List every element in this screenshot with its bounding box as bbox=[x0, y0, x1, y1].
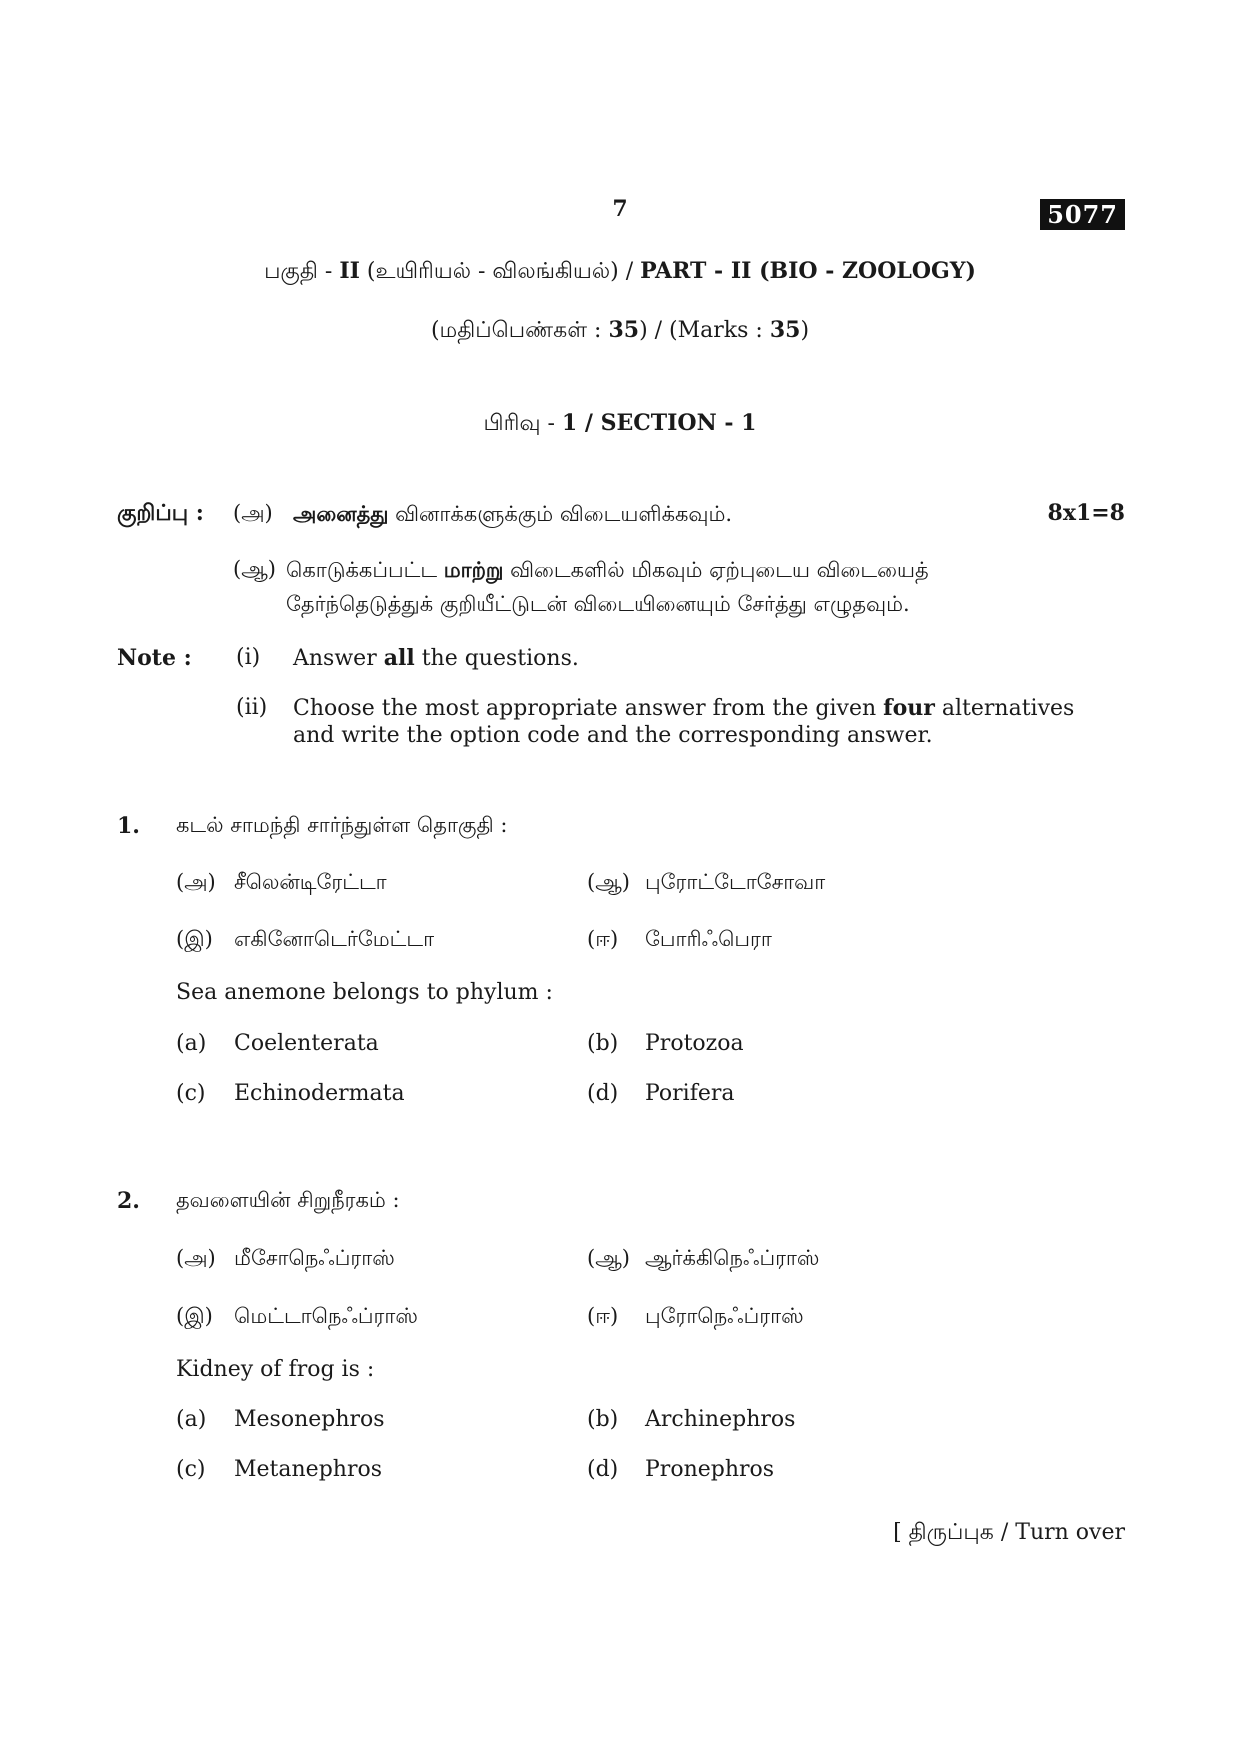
option-text: Protozoa bbox=[645, 1031, 744, 1056]
question-text-ta: தவளையின் சிறுநீரகம் : bbox=[176, 1188, 400, 1212]
section-title-en: / SECTION - 1 bbox=[577, 410, 757, 436]
en-instruction-ii-rest: alternatives bbox=[934, 696, 1075, 721]
en-instruction-ii bbox=[293, 695, 1074, 721]
en-instruction-ii-marker: (ii) bbox=[236, 695, 268, 720]
question-text-en: Kidney of frog is : bbox=[176, 1357, 375, 1382]
option-text: சீலென்டிரேட்டா bbox=[234, 870, 387, 894]
ta-instruction-b-rest: விடைகளில் மிகவும் ஏற்புடைய விடையைத் bbox=[503, 558, 929, 582]
option-marker: (d) bbox=[587, 1081, 619, 1106]
ta-instruction-label bbox=[117, 500, 204, 529]
option-text: போரிஃபெரா bbox=[645, 927, 772, 951]
option-marker: (ஈ) bbox=[587, 1304, 619, 1328]
option-text: ஆர்க்கிநெஃப்ராஸ் bbox=[645, 1246, 820, 1270]
option-text: மீசோநெஃப்ராஸ் bbox=[234, 1246, 395, 1270]
marks-value-en: 35 bbox=[769, 317, 801, 343]
option-marker: (b) bbox=[587, 1407, 619, 1432]
option-marker: (இ) bbox=[176, 927, 213, 951]
question-text-ta: கடல் சாமந்தி சார்ந்துள்ள தொகுதி : bbox=[176, 813, 508, 837]
question-number: 2. bbox=[117, 1188, 140, 1214]
option-marker: (d) bbox=[587, 1457, 619, 1482]
option-text: புரோட்டோசோவா bbox=[645, 870, 826, 894]
question-text-en: Sea anemone belongs to phylum : bbox=[176, 980, 553, 1005]
option-text: Metanephros bbox=[234, 1457, 382, 1482]
en-label-text: Note : bbox=[117, 645, 192, 671]
option-marker: (c) bbox=[176, 1081, 206, 1106]
option-marker: (a) bbox=[176, 1407, 207, 1432]
en-instruction-ii-bold: four bbox=[883, 695, 935, 721]
option-marker: (a) bbox=[176, 1031, 207, 1056]
option-marker: (b) bbox=[587, 1031, 619, 1056]
option-text: புரோநெஃப்ராஸ் bbox=[645, 1304, 804, 1328]
section-title-ta: பிரிவு - bbox=[483, 411, 562, 436]
en-instruction-ii-line2: and write the option code and the corresponding answer. bbox=[293, 723, 933, 748]
part-marks bbox=[0, 317, 1240, 346]
ta-instruction-a-rest: வினாக்களுக்கும் விடையளிக்கவும். bbox=[388, 502, 733, 526]
option-text: மெட்டாநெஃப்ராஸ் bbox=[234, 1304, 418, 1328]
marks-end: ) bbox=[800, 318, 810, 343]
ta-instruction-a-marker: (அ) bbox=[233, 501, 273, 525]
part-title-ta-paren: (உயிரியல் - விலங்கியல்) / bbox=[359, 259, 641, 284]
option-text: எகினோடெர்மேட்டா bbox=[234, 927, 435, 951]
option-marker: (ஆ) bbox=[587, 1246, 630, 1270]
option-marker: (இ) bbox=[176, 1304, 213, 1328]
paper-code-badge: 5077 bbox=[1040, 199, 1125, 230]
part-title-ta-prefix: பகுதி - bbox=[264, 259, 340, 284]
turn-over-label: [ திருப்புக / Turn over bbox=[893, 1520, 1125, 1545]
part-title-en: PART - II (BIO - ZOOLOGY) bbox=[640, 258, 976, 284]
ta-instruction-b-marker: (ஆ) bbox=[233, 557, 276, 581]
option-text: Coelenterata bbox=[234, 1031, 379, 1056]
en-instruction-ii-pre: Choose the most appropriate answer from the given bbox=[293, 696, 884, 721]
en-instruction-i-rest: the questions. bbox=[414, 646, 579, 671]
section-title-num: 1 bbox=[561, 410, 578, 436]
option-text: Archinephros bbox=[645, 1407, 796, 1432]
option-text: Mesonephros bbox=[234, 1407, 385, 1432]
option-marker: (ஈ) bbox=[587, 927, 619, 951]
ta-instruction-b-bold: மாற்று bbox=[443, 557, 504, 582]
option-text: Pronephros bbox=[645, 1457, 775, 1482]
ta-instruction-a-bold: அனைத்து bbox=[293, 501, 389, 526]
marks-ta-prefix: (மதிப்பெண்கள் : bbox=[430, 318, 609, 343]
en-instruction-i-pre: Answer bbox=[293, 646, 384, 671]
ta-instruction-a bbox=[293, 501, 732, 529]
en-instruction-i-bold: all bbox=[383, 645, 415, 671]
ta-instruction-b-line2: தேர்ந்தெடுத்துக் குறியீட்டுடன் விடையினையும் சேர்த்து எழுதவும். bbox=[286, 592, 910, 616]
marks-value-ta: 35 bbox=[608, 317, 640, 343]
option-marker: (அ) bbox=[176, 870, 216, 894]
option-text: Porifera bbox=[645, 1081, 735, 1106]
option-text: Echinodermata bbox=[234, 1081, 405, 1106]
option-marker: (அ) bbox=[176, 1246, 216, 1270]
part-title bbox=[0, 258, 1240, 287]
part-title-ta-roman: II bbox=[339, 258, 360, 284]
option-marker: (c) bbox=[176, 1457, 206, 1482]
page-number: 7 bbox=[612, 196, 628, 222]
ta-instruction-b bbox=[286, 557, 929, 585]
marks-mid: ) / (Marks : bbox=[639, 318, 770, 343]
en-note-label bbox=[117, 645, 192, 671]
ta-label-text: குறிப்பு : bbox=[117, 500, 204, 526]
question-number: 1. bbox=[117, 813, 140, 839]
ta-instruction-b-pre: கொடுக்கப்பட்ட bbox=[286, 558, 444, 582]
section-title bbox=[0, 410, 1240, 439]
en-instruction-i bbox=[293, 645, 579, 671]
marks-formula: 8x1=8 bbox=[1047, 500, 1125, 526]
en-instruction-i-marker: (i) bbox=[236, 645, 261, 670]
option-marker: (ஆ) bbox=[587, 870, 630, 894]
